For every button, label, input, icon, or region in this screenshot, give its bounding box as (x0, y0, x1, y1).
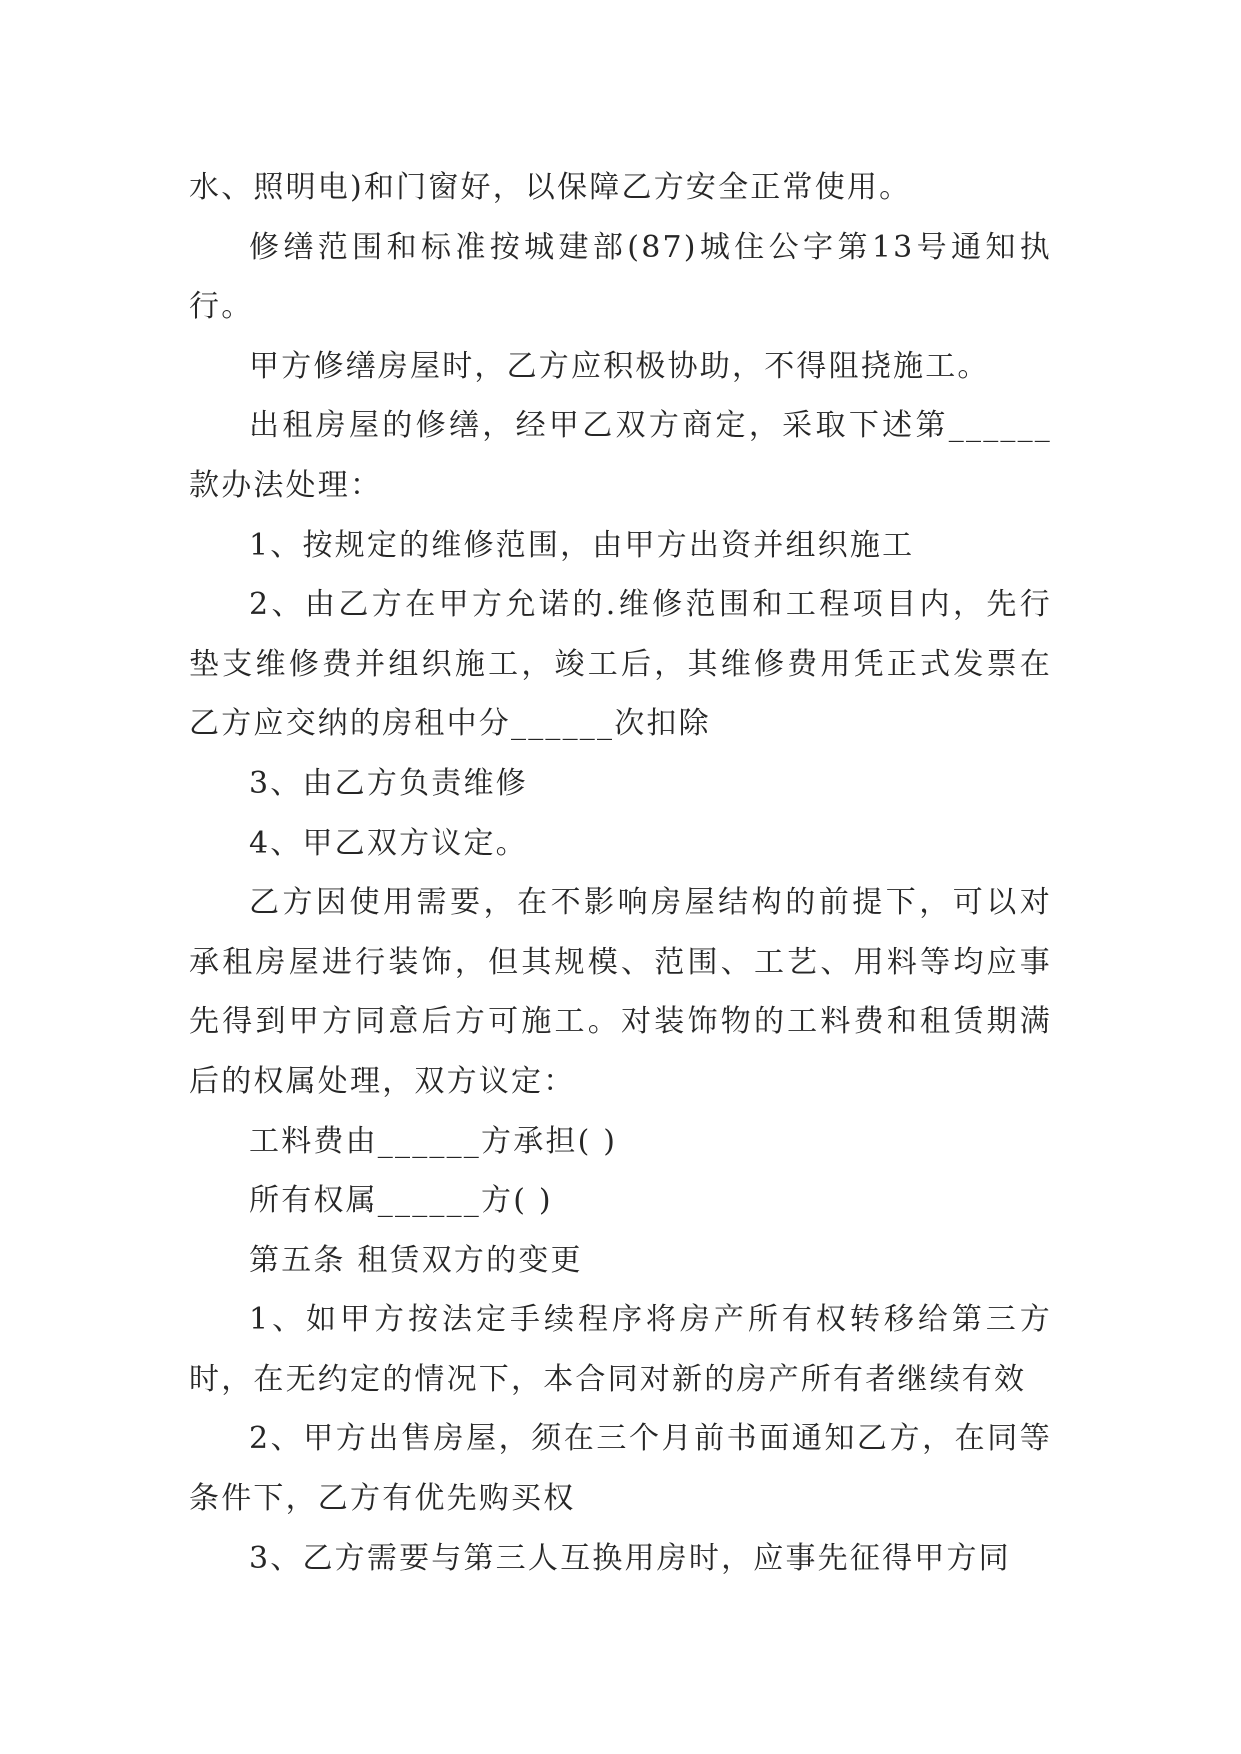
list-item-method-2: 2、由乙方在甲方允诺的.维修范围和工程项目内，先行垫支维修费并组织施工，竣工后，其维修费用凭正式发票在乙方应交纳的房租中分______次扣除 (189, 587, 1052, 742)
list-item-change-3: 3、乙方需要与第三人互换用房时，应事先征得甲方同 (249, 1540, 1011, 1576)
list-item-change-1: 1、如甲方按法定手续程序将房产所有权转移给第三方时，在无约定的情况下，本合同对新的房产所有者继续有效 (189, 1302, 1052, 1397)
paragraph-ownership: 所有权属______方( ) (249, 1183, 553, 1219)
list-item-change-2: 2、甲方出售房屋，须在三个月前书面通知乙方，在同等条件下，乙方有优先购买权 (189, 1421, 1052, 1517)
list-item-method-3: 3、由乙方负责维修 (249, 765, 528, 801)
paragraph-material-cost: 工料费由______方承担( ) (249, 1123, 618, 1159)
list-item-method-1: 1、按规定的维修范围，由甲方出资并组织施工 (249, 527, 915, 563)
document-body (189, 158, 1052, 1588)
paragraph-decoration: 乙方因使用需要，在不影响房屋结构的前提下，可以对承租房屋进行装饰，但其规模、范围、工艺、用料等均应事先得到甲方同意后方可施工。对装饰物的工料费和租赁期满后的权属处理，双方议定： (189, 885, 1052, 1099)
paragraph-repair-method: 出租房屋的修缮，经甲乙双方商定，采取下述第______款办法处理： (189, 408, 1052, 503)
section-heading-article-5: 第五条 租赁双方的变更 (249, 1242, 583, 1278)
paragraph-repair-cooperation: 甲方修缮房屋时，乙方应积极协助，不得阻挠施工。 (249, 348, 990, 384)
paragraph-continuation: 水、照明电)和门窗好，以保障乙方安全正常使用。 (189, 170, 912, 205)
list-item-method-4: 4、甲乙双方议定。 (249, 825, 528, 861)
paragraph-repair-standard: 修缮范围和标准按城建部(87)城住公字第13号通知执行。 (189, 229, 1052, 325)
